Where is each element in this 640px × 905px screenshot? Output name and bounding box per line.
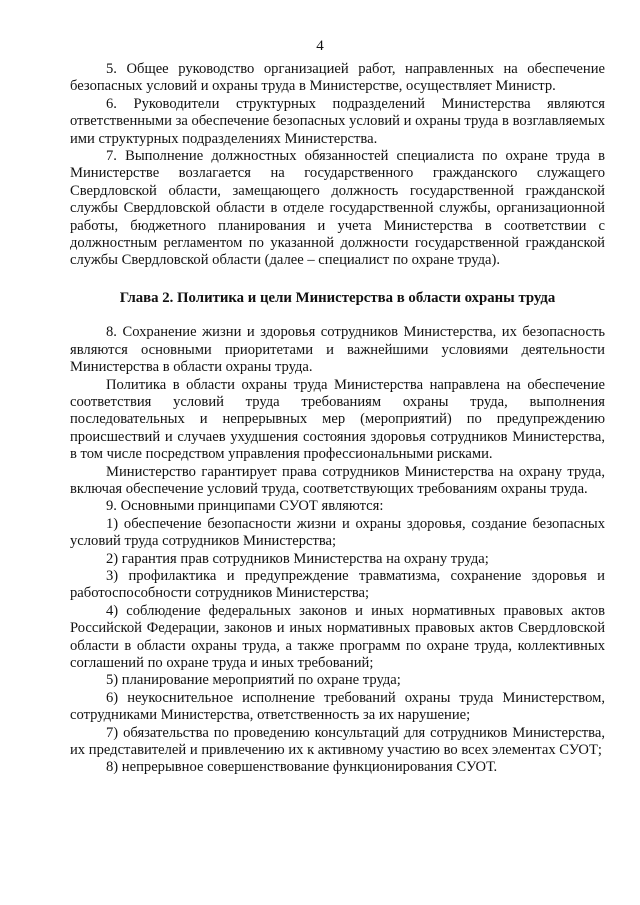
- principle-item-4: 4) соблюдение федеральных законов и иных нормативных правовых актов Российской Федерации, законов и иных нормативных правовых актов Свердловской области в области охраны труда, а также программ по охране труда, коллективных соглашений по охране труда и иных требований;: [70, 602, 605, 671]
- paragraph-guarantee: Министерство гарантирует права сотрудников Министерства на охрану труда, включая обеспечение условий труда, соответствующих требованиям охраны труда.: [70, 463, 605, 497]
- paragraph-8: 8. Сохранение жизни и здоровья сотрудников Министерства, их безопасность являются основными приоритетами и важнейшими условиями деятельности Министерства в области охраны труда.: [70, 324, 605, 376]
- page-content: [70, 61, 605, 777]
- principle-item-5: 5) планирование мероприятий по охране труда;: [106, 672, 401, 689]
- principle-item-7: 7) обязательства по проведению консультаций для сотрудников Министерства, их представителей и привлечению их к активному участию во всех элементах СУОТ;: [70, 724, 605, 759]
- paragraph-policy: Политика в области охраны труда Министерства направлена на обеспечение соответствия условий труда требованиям охраны труда, выполнения последовательных и непрерывных мер (мероприятий) по предупреждению происшествий и случаев ухудшения состояния здоровья сотрудников Министерства, в том числе посредством управления профессиональными рисками.: [70, 376, 605, 463]
- paragraph-9: 9. Основными принципами СУОТ являются:: [106, 498, 384, 515]
- paragraph-6: 6. Руководители структурных подразделений Министерства являются ответственными за обеспечение безопасных условий и охраны труда в возглавляемых ими структурных подразделениях Министерства.: [70, 95, 605, 147]
- principle-item-3: 3) профилактика и предупреждение травматизма, сохранение здоровья и работоспособности сотрудников Министерства;: [70, 567, 605, 602]
- principle-item-1: 1) обеспечение безопасности жизни и охраны здоровья, создание безопасных условий труда сотрудников Министерства;: [70, 515, 605, 550]
- principle-item-2: 2) гарантия прав сотрудников Министерства на охрану труда;: [106, 550, 489, 567]
- principle-item-8: 8) непрерывное совершенствование функционирования СУОТ.: [106, 759, 498, 776]
- paragraph-5: 5. Общее руководство организацией работ, направленных на обеспечение безопасных условий и охраны труда в Министерстве, осуществляет Министр.: [70, 61, 605, 95]
- page-number: 4: [316, 38, 324, 54]
- principle-item-6: 6) неукоснительное исполнение требований охраны труда Министерством, сотрудниками Министерства, ответственность за их нарушение;: [70, 689, 605, 724]
- paragraph-7: 7. Выполнение должностных обязанностей специалиста по охране труда в Министерстве возлагается на государственного гражданского служащего Свердловской области, замещающего должность государственной гражданской службы Свердловской области в отделе государственной службы, организационной работы, бюджетного планирования и учета Министерства в соответствии с должностным регламентом по указанной должности государственной гражданской службы Свердловской области (далее – специалист по охране труда).: [70, 148, 605, 269]
- chapter-heading: Глава 2. Политика и цели Министерства в области охраны труда: [119, 289, 556, 306]
